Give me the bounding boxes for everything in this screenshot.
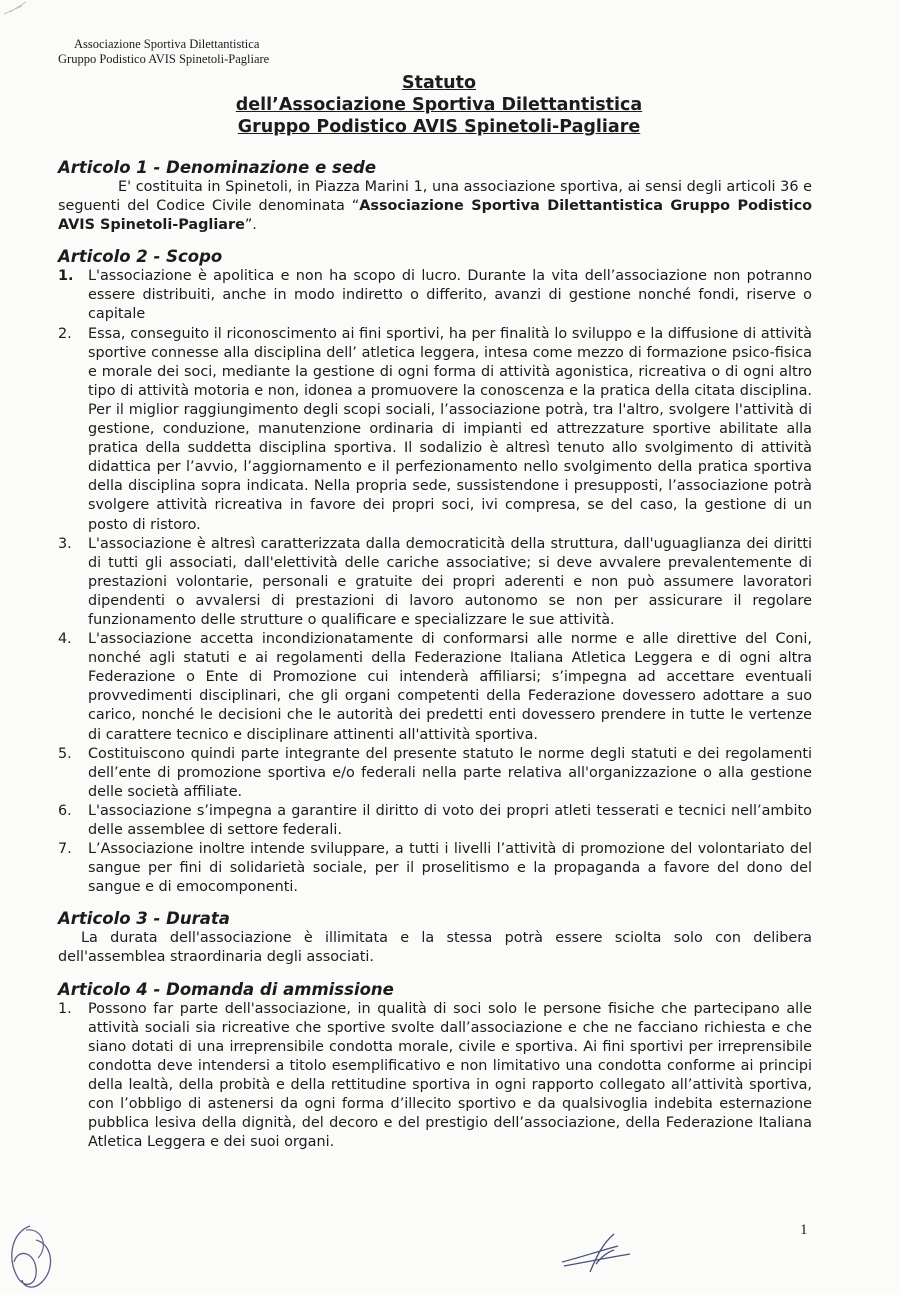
item-number: 1. — [58, 268, 74, 285]
item-text: L'associazione è altresì caratterizzata dalla democraticità della struttura, dall'uguaglianza dei diritti di tutti gli associati, dall'elettività delle cariche associative; si deve avvalere prevalentemente di prestazioni volontarie, personali e gratuite dei propri aderenti e non può assumere lavoratori dipendenti o avvalersi di prestazioni di lavoro autonomo se non per assicurare il regolare funzionamento delle strutture o qualificare e specializzare le sue attività. — [88, 535, 812, 628]
article-1-heading: Articolo 1 - Denominazione e sede — [58, 158, 377, 177]
list-item — [58, 267, 812, 324]
item-number: 3. — [58, 535, 72, 552]
item-text: L'associazione è apolitica e non ha scopo di lucro. Durante la vita dell’associazione non potranno essere distribuiti, anche in modo indiretto o differito, avanzi di gestione nonché fondi, riserve o capitale — [88, 268, 812, 323]
item-text: Possono far parte dell'associazione, in qualità di soci solo le persone fisiche che partecipano alle attività sociali sia ricreative che sportive svolte dall’associazione e che ne facciano richiesta e che siano dotati di una irreprensibile condotta morale, civile e sportiva. Ai fini sportivi per irreprensibile condotta deve intendersi a titolo esemplificativo e non limitativo una condotta conforme ai principi della lealtà, della probità e della rettitudine sportiva in ogni rapporto collegato all’attività sportiva, con l’obbligo di astenersi da ogni forma d’illecito sportivo e da qualsivoglia indebita esternazione pubblica lesiva della dignità, del decoro e del prestigio dell’associazione, della Federazione Italiana Atletica Leggera e dei suoi organi. — [88, 1000, 812, 1151]
scan-mark-icon — [0, 0, 40, 24]
item-number: 7. — [58, 841, 72, 858]
document-title — [0, 72, 878, 138]
title-line2: dell’Associazione Sportiva Dilettantistica — [235, 95, 643, 115]
letterhead-line2: Gruppo Podistico AVIS Spinetoli-Pagliare — [58, 52, 270, 66]
letterhead-line1: Associazione Sportiva Dilettantistica — [74, 37, 260, 51]
list-item — [58, 535, 812, 630]
article-2-heading: Articolo 2 - Scopo — [58, 247, 223, 267]
item-number: 6. — [58, 802, 72, 819]
item-text: Essa, conseguito il riconoscimento ai fini sportivi, ha per finalità lo sviluppo e la diffusione di attività sportive connesse alla disciplina dell’ atletica leggera, intesa come mezzo di formazione psico-fisica e morale dei soci, mediante la gestione di ogni forma di attività agonistica, ricreativa o di ogni altro tipo di attività motoria e non, idonea a promuovere la conoscenza e la pratica della citata disciplina. Per il miglior raggiungimento degli scopi sociali, l’associazione potrà, tra l'altro, svolgere l'attività di gestione, conduzione, manutenzione ordinaria di impianti ed attrezzature sportive abilitate alla pratica della suddetta disciplina sportiva. Il sodalizio è altresì tenuto allo svolgimento di attività didattica per l’avvio, l’aggiornamento e il perfezionamento nello svolgimento della pratica sportiva della disciplina sopra indicata. Nella propria sede, sussistendone i presupposti, l’associazione potrà svolgere attività ricreativa in favore dei propri soci, ivi compresa, se del caso, la gestione di un posto di ristoro. — [88, 325, 812, 533]
item-number: 4. — [58, 631, 72, 648]
list-item — [58, 745, 812, 802]
article-2-list — [58, 267, 812, 897]
title-line3: Gruppo Podistico AVIS Spinetoli-Pagliare — [237, 117, 641, 137]
item-number: 1. — [58, 1000, 72, 1017]
article-1-text-after: ”. — [244, 217, 257, 234]
list-item — [58, 802, 812, 840]
article-3-heading: Articolo 3 - Durata — [58, 909, 230, 929]
item-number: 2. — [58, 325, 72, 342]
article-1-text — [58, 178, 812, 235]
title-line1: Statuto — [402, 73, 476, 93]
item-text: Costituiscono quindi parte integrante del presente statuto le norme degli statuti e dei regolamenti dell’ente di promozione sportiva e/o federali nella parte relativa all'organizzazione o alla gestione delle società affiliate. — [88, 745, 812, 800]
article-1-text-before: E' costituita in Spinetoli, in Piazza Marini 1, una associazione sportiva, ai sensi degli articoli 36 e seguenti del Codice Civile denominata “ — [58, 179, 812, 215]
list-item — [58, 325, 812, 535]
document-body — [58, 158, 812, 1152]
signature-icon — [556, 1228, 636, 1276]
page-number: 1 — [800, 1222, 808, 1238]
initials-signature-icon — [0, 1218, 62, 1295]
item-text: L'associazione accetta incondizionatamente di conformarsi alle norme e alle direttive del Coni, nonché agli statuti e ai regolamenti della Federazione Italiana Atletica Leggera e di ogni altra Federazione o Ente di Promozione cui intenderà affiliarsi; s’impegna ad accettare eventuali provvedimenti disciplinari, che gli organi competenti della Federazione dovessero adottare a suo carico, nonché le decisioni che le autorità dei predetti enti dovessero prendere in tutte le vertenze di carattere tecnico e disciplinare attinenti all'attività sportiva. — [88, 631, 812, 743]
list-item — [58, 1000, 812, 1153]
article-4-list — [58, 1000, 812, 1153]
association-name: Associazione Sportiva Dilettantistica Gruppo Podistico AVIS Spinetoli-Pagliare — [58, 198, 812, 234]
item-number: 5. — [58, 745, 72, 762]
letterhead — [58, 37, 269, 67]
item-text: L'associazione s’impegna a garantire il diritto di voto dei propri atleti tesserati e tecnici nell’ambito delle assemblee di settore federali. — [88, 802, 812, 838]
article-3-text: La durata dell'associazione è illimitata e la stessa potrà essere sciolta solo con delibera dell'assemblea straordinaria degli associati. — [58, 930, 812, 966]
list-item — [58, 840, 812, 897]
item-text: L’Associazione inoltre intende sviluppare, a tutti i livelli l’attività di promozione del volontariato del sangue per fini di solidarietà sociale, per il proselitismo e la propaganda a favore del dono del sangue e di emocomponenti. — [88, 841, 812, 896]
article-4-heading: Articolo 4 - Domanda di ammissione — [58, 979, 394, 999]
list-item — [58, 630, 812, 745]
